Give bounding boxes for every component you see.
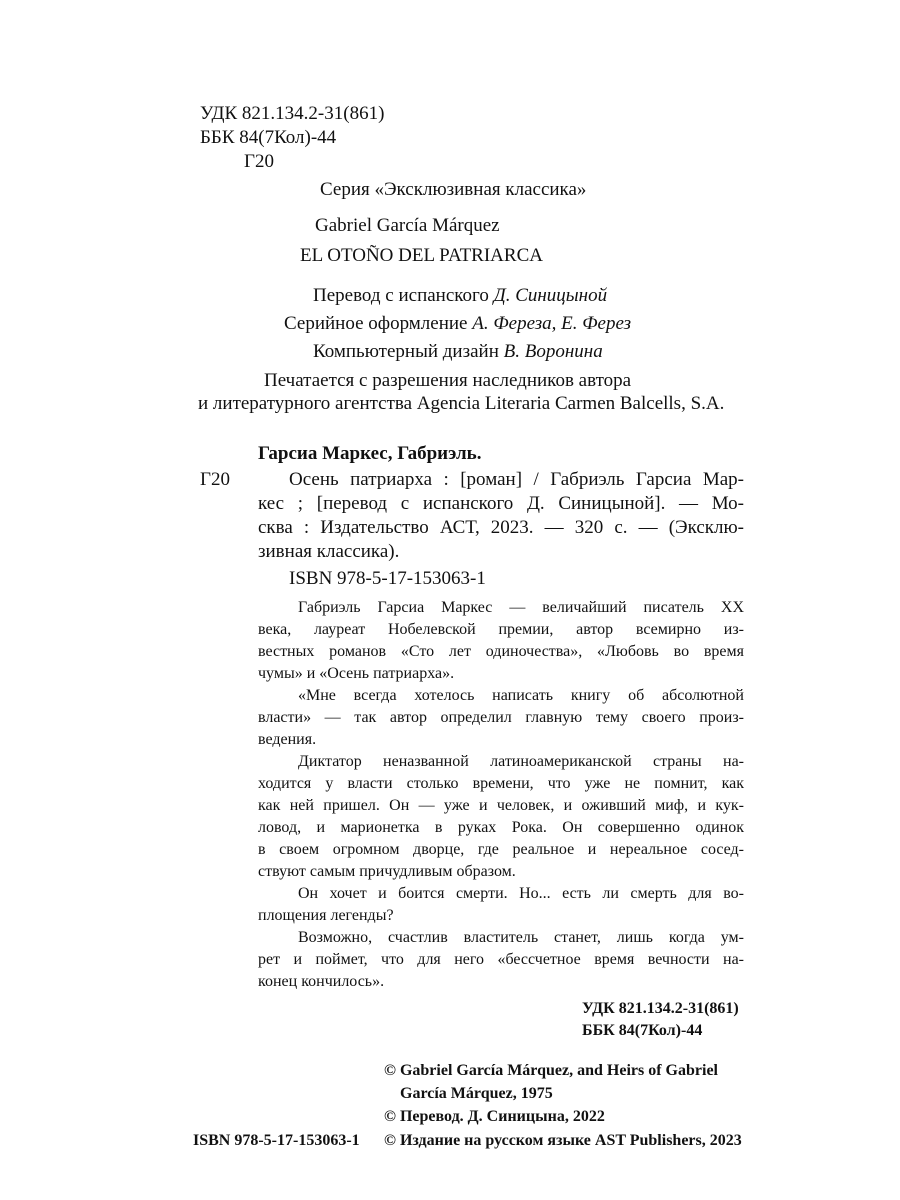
annotation-line: площения легенды? (258, 907, 394, 924)
catalog-entry-line-1: Осень патриарха : [роман] / Габриэль Гарсиа Мар- (289, 469, 744, 490)
udk-code-top: УДК 821.134.2-31(861) (200, 103, 385, 124)
udk-code-bottom: УДК 821.134.2-31(861) (582, 1000, 739, 1017)
annotation-line: ловод, и марионетка в руках Рока. Он совершенно одинок (258, 819, 744, 836)
bbk-code-bottom: ББК 84(7Кол)-44 (582, 1022, 703, 1039)
computer-design-credit (313, 341, 603, 363)
author-sign-top: Г20 (244, 151, 274, 172)
annotation-line: конец кончилось». (258, 973, 385, 990)
catalog-heading: Гарсиа Маркес, Габриэль. (258, 443, 482, 464)
catalog-entry-line-4: зивная классика). (258, 541, 400, 562)
catalog-isbn: ISBN 978-5-17-153063-1 (289, 568, 486, 589)
bbk-code-top: ББК 84(7Кол)-44 (200, 127, 337, 148)
translation-label: Перевод с испанского (313, 285, 494, 306)
series-design-name: А. Фереза, Е. Ферез (472, 313, 632, 334)
series-design-credit (284, 313, 631, 335)
annotation-line: века, лауреат Нобелевской премии, автор всемирно из- (258, 621, 744, 638)
copyright-line-1: © Gabriel García Márquez, and Heirs of Gabriel (384, 1062, 718, 1079)
copyright-line-3: © Перевод. Д. Синицына, 2022 (384, 1108, 605, 1125)
catalog-entry-line-3: сква : Издательство АСТ, 2023. — 320 с. — (Эксклю- (258, 517, 744, 538)
translation-credit (313, 285, 607, 307)
series-line: Серия «Эксклюзивная классика» (320, 179, 587, 200)
annotation-line: Он хочет и боится смерти. Но... есть ли смерть для во- (298, 885, 744, 902)
original-author: Gabriel García Márquez (315, 215, 500, 236)
annotation-line: Возможно, счастлив властитель станет, лишь когда ум- (298, 929, 744, 946)
catalog-entry-line-2: кес ; [перевод с испанского Д. Синицыной]. — Мо- (258, 493, 744, 514)
annotation-line: ходится у власти столько времени, что уже не помнит, как (258, 775, 744, 792)
annotation-line: чумы» и «Осень патриарха». (258, 665, 455, 682)
annotation-line: ствуют самым причудливым образом. (258, 863, 516, 880)
annotation-line: «Мне всегда хотелось написать книгу об абсолютной (298, 687, 744, 704)
annotation-line: ведения. (258, 731, 317, 748)
annotation-line: власти» — так автор определил главную тему своего произ- (258, 709, 744, 726)
annotation-line: Габриэль Гарсиа Маркес — величайший писатель XX (298, 599, 744, 616)
permission-line-1: Печатается с разрешения наследников автора (264, 370, 632, 391)
annotation-line: как ней пришел. Он — уже и человек, и оживший миф, и кук- (258, 797, 744, 814)
annotation-line: вестных романов «Сто лет одиночества», «Любовь во время (258, 643, 744, 660)
series-design-label: Серийное оформление (284, 313, 473, 334)
annotation-line: рет и поймет, что для него «бессчетное время вечности на- (258, 951, 744, 968)
computer-design-name: В. Воронина (503, 341, 603, 362)
translation-name: Д. Синицыной (493, 285, 608, 306)
copyright-line-2: García Márquez, 1975 (400, 1085, 553, 1102)
annotation-line: в своем огромном дворце, где реальное и нереальное сосед- (258, 841, 744, 858)
copyright-line-4: © Издание на русском языке AST Publishers, 2023 (384, 1132, 742, 1149)
computer-design-label: Компьютерный дизайн (313, 341, 504, 362)
annotation-line: Диктатор неназванной латиноамериканской страны на- (298, 753, 744, 770)
original-title: EL OTOÑO DEL PATRIARCA (300, 245, 543, 266)
permission-line-2: и литературного агентства Agencia Literaria Carmen Balcells, S.A. (198, 393, 725, 414)
copyright-isbn: ISBN 978-5-17-153063-1 (193, 1132, 360, 1149)
catalog-sign: Г20 (200, 469, 230, 490)
